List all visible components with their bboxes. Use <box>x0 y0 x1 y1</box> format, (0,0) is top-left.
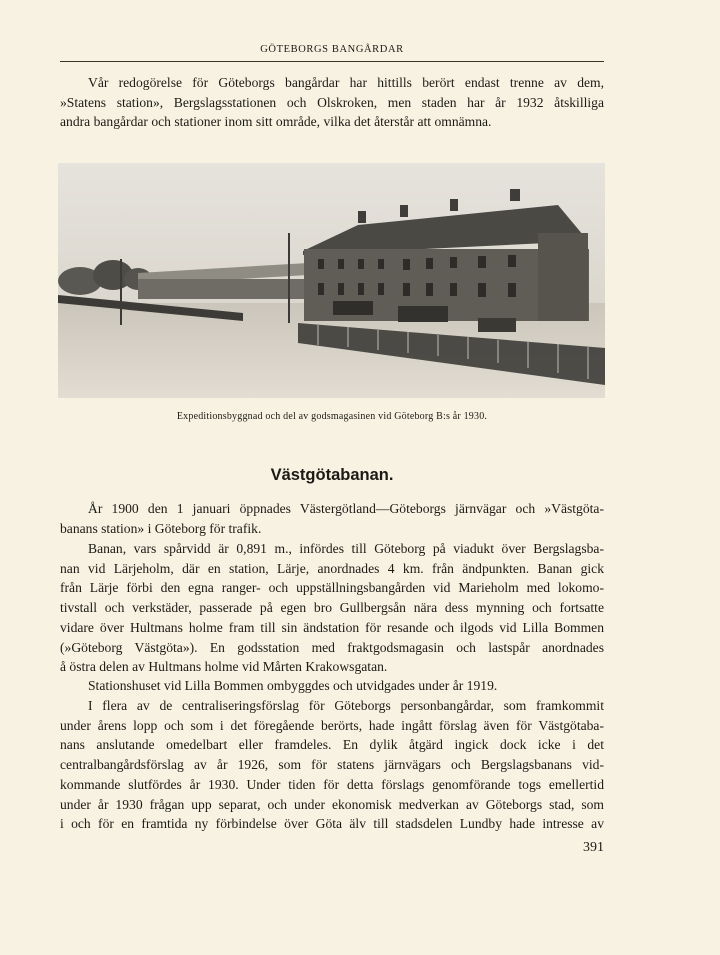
paragraph-3 <box>60 676 604 696</box>
text-line: I flera av de centraliseringsförslag för Göteborgs personbangårdar, som framkommit <box>88 698 604 713</box>
text-line: centralbangårdsförslag av år 1926, som för statens järnvägars och Bergslagsbanans vid- <box>60 757 604 773</box>
station-photograph <box>58 163 605 398</box>
text-line: kommande slutfördes år 1930. Under tiden för detta förslags genomförande togs emellertid <box>60 776 604 792</box>
intro-paragraph <box>60 73 604 132</box>
text-line: under årens lopp och som i det föregående berörts, hade ingått förslag även för Västgötaba- <box>60 717 604 733</box>
text-line: från Lärje förbi den egna ranger- och uppställningsbangården vid Marieholm med lokomo- <box>60 580 604 596</box>
paragraph-4 <box>60 696 604 834</box>
text-line: nan vid Lärjeholm, där en station, Lärje, anordnades 4 km. från ändpunkten. Banan gick <box>60 560 604 576</box>
text-line: andra bangårdar och stationer inom sitt område, vilka det återstår att omnämna. <box>60 114 492 130</box>
header-rule <box>60 61 604 62</box>
text-line: tivstall och verkstäder, passerade på egen bro Gullbergsån nära dess mynning och fortsatte <box>60 600 604 616</box>
page-number: 391 <box>583 840 604 855</box>
text-line: År 1900 den 1 januari öppnades Västergötland—Göteborgs järnvägar och »Västgöta- <box>88 501 604 516</box>
text-line: vidare över Hultmans holme fram till sin ändstation för resande och ilgods vid Lilla Bommen <box>60 619 604 635</box>
paragraph-1 <box>60 499 604 538</box>
paragraph-2 <box>60 539 604 677</box>
text-line: banans station» i Göteborg för trafik. <box>60 520 262 536</box>
section-title: Västgötabanan. <box>270 466 394 484</box>
photo-caption: Expeditionsbyggnad och del av godsmagasinen vid Göteborg B:s år 1930. <box>176 411 488 422</box>
text-line: Stationshuset vid Lilla Bommen ombyggdes och utvidgades under år 1919. <box>88 678 498 693</box>
text-line: Banan, vars spårvidd är 0,891 m., infördes till Göteborg på viadukt över Bergslagsba- <box>88 541 604 556</box>
text-line: »Statens station», Bergslagsstationen och Olskroken, men staden har år 1932 åtskilliga <box>60 94 604 110</box>
text-line: i och för en framtida ny förbindelse över Göta älv till stadsdelen Lundby hade intresse av <box>60 816 604 832</box>
text-line: å östra delen av Hultmans holme vid Mårten Krakowsgatan. <box>60 659 388 675</box>
text-line: under år 1930 frågan upp separat, och under ekonomisk medverkan av Göteborgs stad, som <box>60 796 604 812</box>
text-line: nans anslutande omedelbart eller framdeles. En dylik åtgärd ingick dock icke i det <box>60 737 604 753</box>
photo-illustration <box>58 163 605 398</box>
running-header: GÖTEBORGS BANGÅRDAR <box>260 44 404 55</box>
text-line: Vår redogörelse för Göteborgs bangårdar har hittills berört endast trenne av dem, <box>88 75 604 90</box>
text-line: (»Göteborg Västgöta»). En godsstation med fraktgodsmagasin och lastspår anordnades <box>60 639 604 655</box>
